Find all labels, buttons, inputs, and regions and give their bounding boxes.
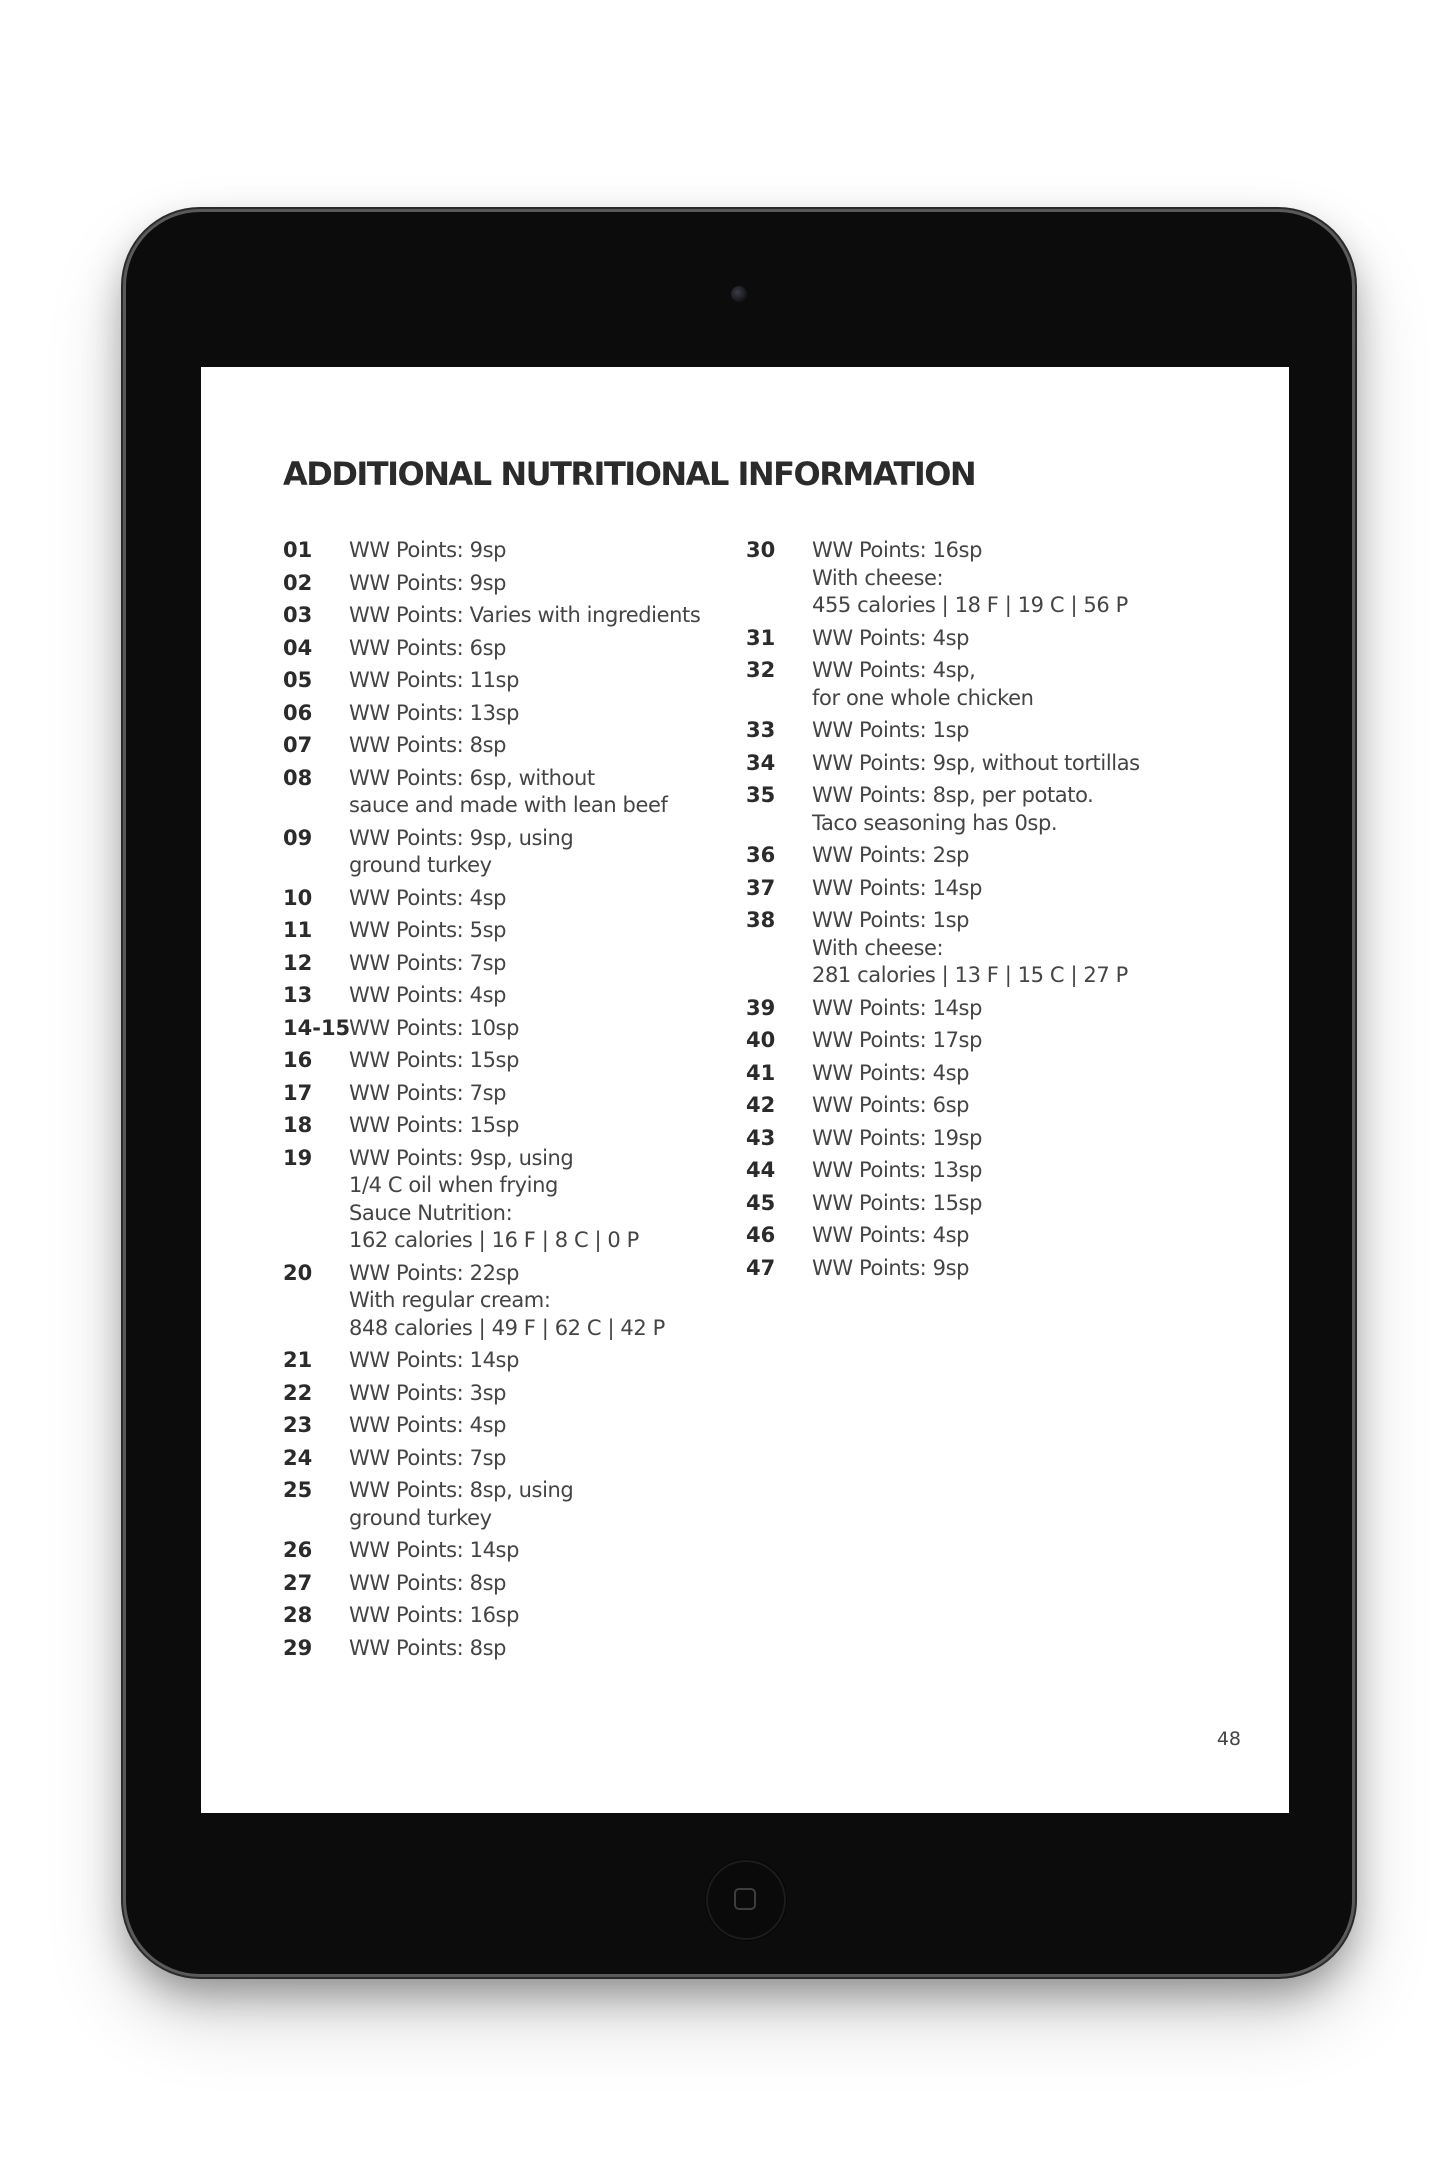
recipe-number: 36: [746, 843, 776, 867]
nutrition-line: WW Points: 8sp: [349, 1635, 507, 1660]
list-item: [283, 885, 733, 913]
recipe-number: 25: [283, 1478, 313, 1502]
nutrition-line: 848 calories | 49 F | 62 C | 42 P: [349, 1315, 665, 1340]
nutrition-line: 1/4 C oil when frying: [349, 1173, 558, 1197]
nutrition-line: With regular cream:: [349, 1288, 551, 1312]
recipe-nutrition: [812, 1092, 1226, 1120]
recipe-nutrition: [812, 625, 1226, 653]
recipe-number: 13: [283, 983, 313, 1007]
list-item: [746, 1027, 1226, 1055]
recipe-number: 14-15: [283, 1015, 351, 1040]
list-item: [283, 570, 733, 598]
nutrition-line: 455 calories | 18 F | 19 C | 56 P: [812, 593, 1128, 617]
list-item: [283, 1047, 733, 1075]
nutrition-line: 281 calories | 13 F | 15 C | 27 P: [812, 963, 1128, 987]
recipe-number: 45: [746, 1190, 776, 1215]
nutrition-line: WW Points: 4sp: [349, 885, 507, 910]
list-item: [746, 842, 1226, 870]
list-item: [746, 907, 1226, 990]
recipe-number: 12: [283, 950, 313, 975]
nutrition-line: WW Points: 9sp: [812, 1255, 970, 1280]
recipe-nutrition: [812, 1125, 1226, 1153]
recipe-nutrition: [349, 1445, 733, 1473]
recipe-nutrition: [812, 907, 1226, 990]
recipe-nutrition: [812, 1060, 1226, 1088]
recipe-number: 38: [746, 908, 776, 932]
list-item: [283, 982, 733, 1010]
recipe-nutrition: [349, 1112, 733, 1140]
recipe-number: 21: [283, 1348, 313, 1372]
recipe-nutrition: [812, 1157, 1226, 1185]
nutrition-line: WW Points: 6sp: [349, 635, 507, 660]
recipe-number: 43: [746, 1125, 776, 1150]
nutrition-line: WW Points: 16sp: [349, 1603, 520, 1627]
nutrition-line: WW Points: 7sp: [349, 1080, 507, 1105]
list-item: [283, 1347, 733, 1375]
recipe-nutrition: [349, 982, 733, 1010]
nutrition-line: WW Points: 17sp: [812, 1028, 983, 1052]
nutrition-line: Taco seasoning has 0sp.: [812, 810, 1058, 835]
recipe-number: 27: [283, 1570, 313, 1595]
recipe-nutrition: [812, 750, 1226, 778]
recipe-number: 19: [283, 1145, 313, 1170]
list-item: [746, 750, 1226, 778]
recipe-nutrition: [349, 1080, 733, 1108]
nutrition-line: WW Points: 4sp: [349, 983, 507, 1007]
recipe-number: 22: [283, 1380, 313, 1405]
nutrition-line: With cheese:: [812, 565, 944, 590]
recipe-nutrition: [349, 1412, 733, 1440]
recipe-nutrition: [349, 885, 733, 913]
nutrition-line: ground turkey: [349, 853, 492, 877]
list-item: [283, 1080, 733, 1108]
recipe-number: 24: [283, 1445, 313, 1470]
nutrition-line: WW Points: 7sp: [349, 950, 507, 975]
nutrition-line: WW Points: 22sp: [349, 1260, 520, 1285]
recipe-nutrition: [349, 602, 733, 630]
recipe-nutrition: [812, 717, 1226, 745]
list-item: [283, 635, 733, 663]
nutrition-line: WW Points: 4sp: [812, 1223, 970, 1247]
recipe-nutrition: [349, 1635, 733, 1663]
recipe-number: 34: [746, 750, 776, 775]
nutrition-line: ground turkey: [349, 1505, 492, 1530]
list-item: [746, 657, 1226, 712]
recipe-nutrition: [349, 1347, 733, 1375]
list-item: [283, 1380, 733, 1408]
recipe-nutrition: [349, 1260, 733, 1343]
recipe-number: 09: [283, 825, 313, 850]
recipe-number: 31: [746, 625, 776, 650]
list-item: [283, 1635, 733, 1663]
nutrition-line: WW Points: 4sp: [812, 1060, 970, 1085]
recipe-number: 46: [746, 1223, 776, 1247]
recipe-number: 32: [746, 658, 776, 682]
nutrition-line: WW Points: 9sp: [349, 570, 507, 595]
list-item: [746, 995, 1226, 1023]
list-item: [283, 1570, 733, 1598]
list-item: [746, 625, 1226, 653]
recipe-nutrition: [349, 1015, 733, 1043]
list-item: [283, 1412, 733, 1440]
nutrition-list-left: [283, 537, 733, 1667]
recipe-nutrition: [812, 995, 1226, 1023]
nutrition-line: WW Points: Varies with ingredients: [349, 603, 701, 627]
nutrition-line: WW Points: 1sp: [812, 718, 970, 742]
nutrition-line: WW Points: 1sp: [812, 908, 970, 932]
nutrition-line: WW Points: 4sp,: [812, 658, 976, 682]
camera-icon: [731, 286, 747, 302]
recipe-number: 30: [746, 538, 776, 562]
recipe-nutrition: [349, 825, 733, 880]
nutrition-line: Sauce Nutrition:: [349, 1200, 513, 1225]
nutrition-line: WW Points: 14sp: [349, 1348, 520, 1372]
nutrition-line: WW Points: 19sp: [812, 1125, 983, 1150]
recipe-number: 04: [283, 635, 313, 660]
list-item: [283, 1477, 733, 1532]
nutrition-line: WW Points: 13sp: [812, 1158, 983, 1182]
nutrition-line: WW Points: 6sp, without: [349, 765, 595, 790]
recipe-number: 01: [283, 538, 313, 562]
recipe-nutrition: [349, 732, 733, 760]
list-item: [746, 1190, 1226, 1218]
list-item: [283, 1015, 733, 1043]
recipe-nutrition: [349, 537, 733, 565]
recipe-nutrition: [349, 950, 733, 978]
recipe-nutrition: [812, 875, 1226, 903]
recipe-number: 06: [283, 700, 313, 725]
recipe-nutrition: [349, 700, 733, 728]
recipe-nutrition: [349, 1602, 733, 1630]
recipe-number: 33: [746, 718, 776, 742]
nutrition-line: WW Points: 15sp: [812, 1190, 983, 1215]
recipe-nutrition: [812, 782, 1226, 837]
nutrition-line: WW Points: 8sp, per potato.: [812, 783, 1094, 807]
list-item: [283, 1260, 733, 1343]
recipe-number: 08: [283, 765, 313, 790]
nutrition-list-right: [746, 537, 1226, 1287]
nutrition-line: WW Points: 13sp: [349, 700, 520, 725]
list-item: [283, 917, 733, 945]
recipe-nutrition: [812, 537, 1226, 620]
recipe-nutrition: [812, 842, 1226, 870]
nutrition-line: WW Points: 9sp, using: [349, 825, 574, 850]
recipe-nutrition: [812, 657, 1226, 712]
recipe-nutrition: [349, 917, 733, 945]
nutrition-line: WW Points: 10sp: [349, 1015, 520, 1040]
nutrition-line: WW Points: 7sp: [349, 1445, 507, 1470]
nutrition-line: WW Points: 16sp: [812, 538, 983, 562]
list-item: [746, 875, 1226, 903]
recipe-number: 17: [283, 1080, 313, 1105]
nutrition-line: WW Points: 14sp: [349, 1538, 520, 1562]
tablet-screen: [201, 367, 1289, 1813]
list-item: [283, 667, 733, 695]
recipe-number: 44: [746, 1158, 776, 1182]
nutrition-line: 162 calories | 16 F | 8 C | 0 P: [349, 1228, 639, 1252]
recipe-number: 03: [283, 603, 313, 627]
nutrition-line: WW Points: 9sp: [349, 538, 507, 562]
nutrition-line: sauce and made with lean beef: [349, 793, 668, 817]
list-item: [283, 537, 733, 565]
recipe-number: 18: [283, 1113, 313, 1137]
recipe-number: 11: [283, 918, 313, 942]
recipe-number: 28: [283, 1603, 313, 1627]
list-item: [283, 1602, 733, 1630]
recipe-number: 41: [746, 1060, 776, 1085]
recipe-number: 20: [283, 1260, 313, 1285]
recipe-number: 42: [746, 1093, 776, 1117]
recipe-nutrition: [349, 765, 733, 820]
recipe-number: 05: [283, 668, 313, 692]
recipe-nutrition: [349, 1477, 733, 1532]
list-item: [283, 1537, 733, 1565]
recipe-number: 35: [746, 783, 776, 807]
tablet-device: [126, 212, 1352, 1974]
list-item: [283, 732, 733, 760]
list-item: [746, 1255, 1226, 1283]
recipe-nutrition: [349, 1047, 733, 1075]
list-item: [283, 700, 733, 728]
list-item: [283, 950, 733, 978]
nutrition-line: WW Points: 5sp: [349, 918, 507, 942]
nutrition-line: WW Points: 6sp: [812, 1093, 970, 1117]
list-item: [283, 602, 733, 630]
list-item: [283, 1112, 733, 1140]
recipe-number: 10: [283, 885, 313, 910]
list-item: [746, 1125, 1226, 1153]
recipe-number: 02: [283, 570, 313, 595]
nutrition-line: With cheese:: [812, 935, 944, 960]
nutrition-line: WW Points: 4sp: [812, 625, 970, 650]
list-item: [746, 1092, 1226, 1120]
recipe-nutrition: [349, 667, 733, 695]
recipe-nutrition: [812, 1190, 1226, 1218]
list-item: [283, 765, 733, 820]
nutrition-line: WW Points: 9sp, without tortillas: [812, 750, 1140, 775]
recipe-number: 26: [283, 1538, 313, 1562]
recipe-number: 37: [746, 875, 776, 900]
list-item: [746, 1157, 1226, 1185]
list-item: [283, 1145, 733, 1255]
recipe-nutrition: [812, 1027, 1226, 1055]
nutrition-line: WW Points: 4sp: [349, 1413, 507, 1437]
nutrition-line: WW Points: 11sp: [349, 668, 520, 692]
nutrition-line: WW Points: 8sp, using: [349, 1478, 574, 1502]
recipe-number: 23: [283, 1413, 313, 1437]
recipe-number: 07: [283, 733, 313, 757]
recipe-number: 29: [283, 1635, 313, 1660]
recipe-nutrition: [349, 1537, 733, 1565]
list-item: [746, 1222, 1226, 1250]
list-item: [746, 782, 1226, 837]
list-item: [283, 825, 733, 880]
list-item: [746, 1060, 1226, 1088]
page-title: ADDITIONAL NUTRITIONAL INFORMATION: [283, 455, 976, 493]
nutrition-line: for one whole chicken: [812, 685, 1034, 710]
recipe-nutrition: [349, 635, 733, 663]
recipe-nutrition: [812, 1222, 1226, 1250]
nutrition-line: WW Points: 3sp: [349, 1380, 507, 1405]
nutrition-line: WW Points: 9sp, using: [349, 1145, 574, 1170]
recipe-nutrition: [349, 1570, 733, 1598]
list-item: [746, 717, 1226, 745]
recipe-number: 39: [746, 995, 776, 1020]
recipe-number: 16: [283, 1048, 313, 1072]
list-item: [746, 537, 1226, 620]
nutrition-line: WW Points: 8sp: [349, 1570, 507, 1595]
recipe-nutrition: [349, 570, 733, 598]
home-button[interactable]: [706, 1860, 786, 1940]
page-number: 48: [1216, 1728, 1241, 1750]
nutrition-line: WW Points: 14sp: [812, 875, 983, 900]
nutrition-line: WW Points: 2sp: [812, 843, 970, 867]
recipe-nutrition: [349, 1380, 733, 1408]
recipe-number: 47: [746, 1255, 776, 1280]
nutrition-line: WW Points: 8sp: [349, 733, 507, 757]
recipe-nutrition: [349, 1145, 733, 1255]
recipe-number: 40: [746, 1028, 776, 1052]
recipe-nutrition: [812, 1255, 1226, 1283]
nutrition-line: WW Points: 15sp: [349, 1113, 520, 1137]
home-square-icon: [734, 1888, 756, 1910]
nutrition-line: WW Points: 15sp: [349, 1048, 520, 1072]
nutrition-line: WW Points: 14sp: [812, 995, 983, 1020]
list-item: [283, 1445, 733, 1473]
